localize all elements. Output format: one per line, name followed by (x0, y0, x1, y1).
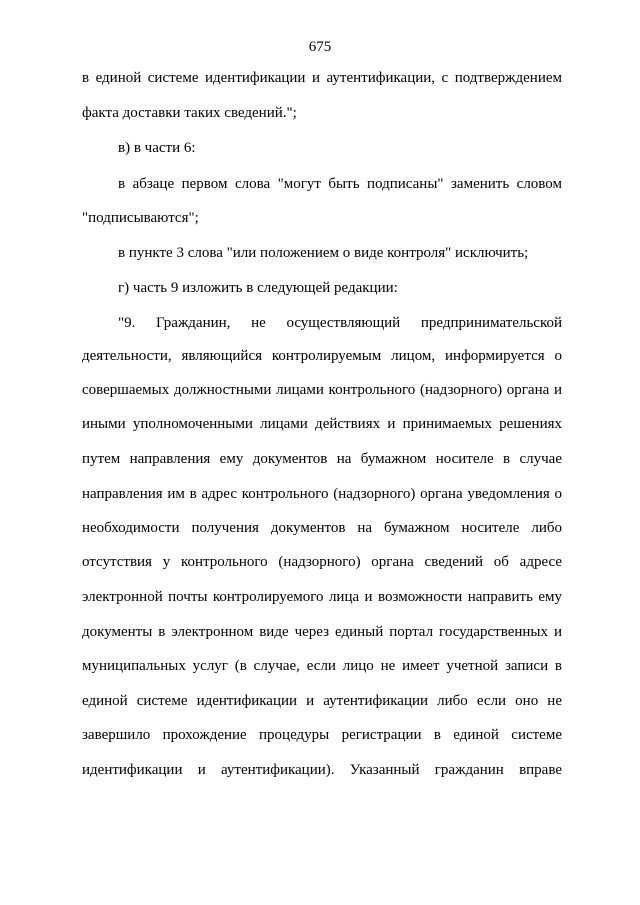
text-line: в пункте 3 слова "или положением о виде контроля" исключить; (118, 245, 529, 261)
text-line: совершаемых должностными лицами контрольного (надзорного) органа и (82, 382, 562, 398)
text-line: иными уполномоченными лицами действиях и принимаемых решениях (82, 416, 562, 432)
text-line: единой системе идентификации и аутентификации либо если оно не (82, 693, 562, 709)
text-line: путем направления ему документов на бумажном носителе в случае (82, 451, 562, 467)
text-line: деятельности, являющийся контролируемым лицом, информируется о (82, 348, 562, 364)
text-line: необходимости получения документов на бумажном носителе либо (82, 520, 562, 536)
text-line: г) часть 9 изложить в следующей редакции: (118, 280, 398, 296)
text-line: муниципальных услуг (в случае, если лицо не имеет учетной записи в (82, 658, 562, 674)
text-line: "9. Гражданин, не осуществляющий предпринимательской (118, 315, 562, 331)
text-line: в абзаце первом слова "могут быть подписаны" заменить словом (118, 176, 562, 192)
text-line: отсутствия у контрольного (надзорного) органа сведений об адресе (82, 554, 562, 570)
text-line: факта доставки таких сведений."; (82, 105, 297, 121)
text-line: "подписываются"; (82, 210, 199, 226)
text-line: идентификации и аутентификации). Указанный гражданин вправе (82, 762, 562, 778)
text-line: завершило прохождение процедуры регистрации в единой системе (82, 727, 562, 743)
text-line: документы в электронном виде через единый портал государственных и (82, 624, 562, 640)
text-line: в единой системе идентификации и аутентификации, с подтверждением (82, 70, 562, 86)
page-number: 675 (308, 39, 332, 55)
text-line: в) в части 6: (118, 140, 196, 156)
text-line: направления им в адрес контрольного (надзорного) органа уведомления о (82, 486, 562, 502)
text-line: электронной почты контролируемого лица и возможности направить ему (82, 589, 562, 605)
